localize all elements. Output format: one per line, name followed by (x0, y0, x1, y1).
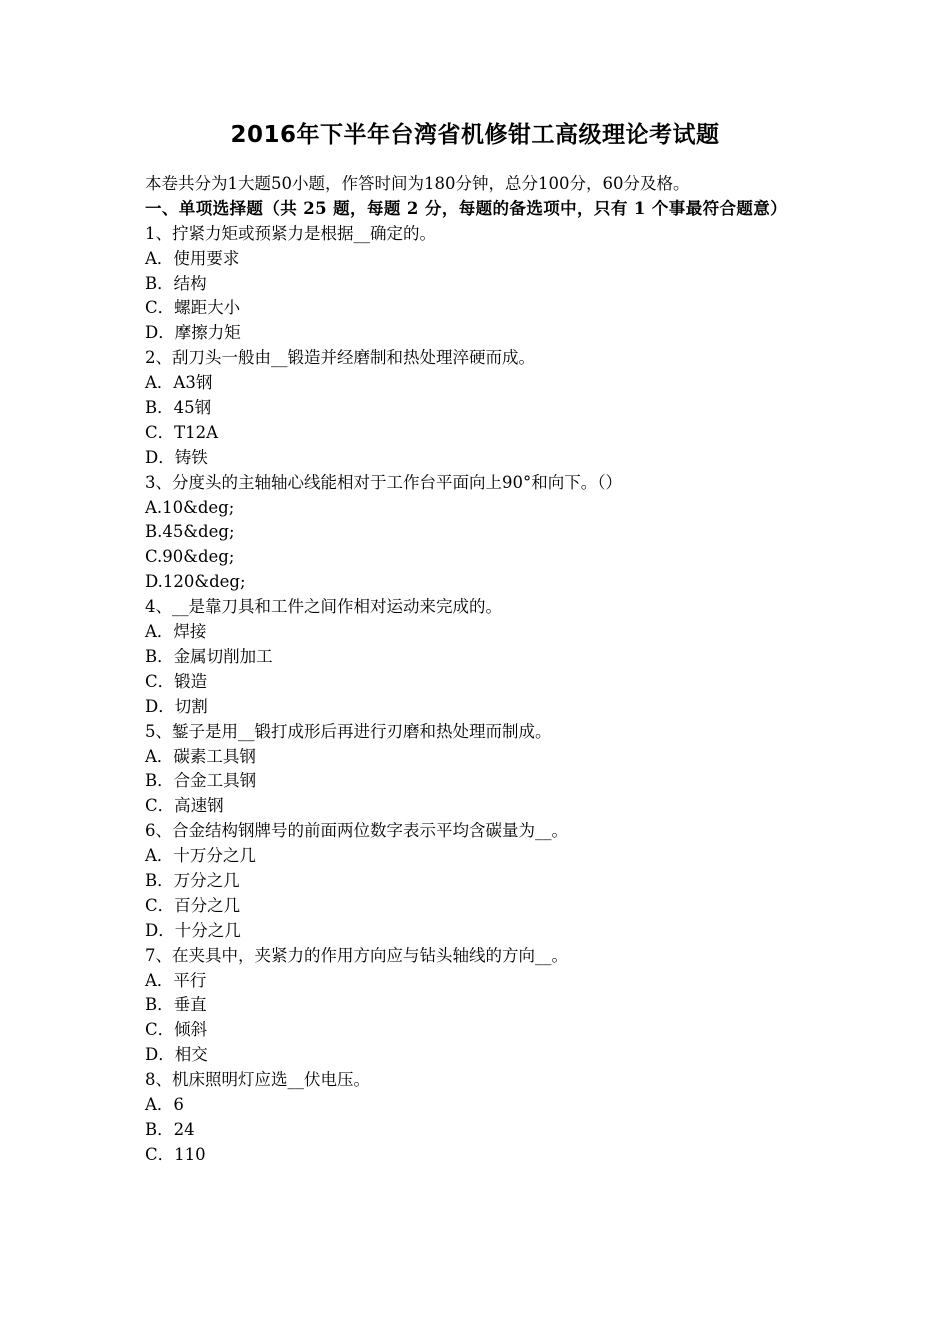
answer-option: B．45钢 (145, 398, 212, 418)
question-stem: 2、刮刀头一般由__锻造并经磨制和热处理淬硬而成。 (145, 348, 535, 368)
answer-option: A．6 (145, 1094, 184, 1114)
answer-option: B．合金工具钢 (145, 771, 257, 791)
section-heading (145, 197, 810, 222)
question-stem: 7、在夹具中，夹紧力的作用方向应与钻头轴线的方向__。 (145, 945, 568, 965)
question-item (145, 944, 810, 1068)
answer-option: C．高速钢 (145, 796, 224, 816)
answer-option: D．铸铁 (145, 447, 208, 467)
question-item (145, 471, 810, 595)
question-item (145, 720, 810, 820)
page-title: 2016年下半年台湾省机修钳工高级理论考试题 (230, 122, 720, 148)
question-item (145, 595, 810, 719)
question-item (145, 346, 810, 470)
question-item (145, 819, 810, 943)
answer-option: C．螺距大小 (145, 298, 241, 318)
answer-option: D．切割 (145, 696, 208, 716)
document-body (145, 172, 810, 1168)
answer-option: A．使用要求 (145, 248, 240, 268)
question-stem: 1、拧紧力矩或预紧力是根据__确定的。 (145, 223, 436, 243)
question-list (145, 222, 810, 1168)
answer-option: D．摩擦力矩 (145, 323, 241, 343)
question-stem: 5、錾子是用__锻打成形后再进行刃磨和热处理而制成。 (145, 721, 552, 741)
answer-option: B．24 (145, 1119, 195, 1139)
answer-option: B．金属切削加工 (145, 646, 273, 666)
answer-option: D．相交 (145, 1045, 208, 1065)
question-stem: 3、分度头的主轴轴心线能相对于工作台平面向上90°和向下。（） (145, 472, 622, 492)
answer-option: C．倾斜 (145, 1020, 208, 1040)
intro-text: 本卷共分为1大题50小题，作答时间为180分钟，总分100分，60分及格。 (145, 174, 690, 193)
answer-option: A．碳素工具钢 (145, 746, 256, 766)
question-stem: 4、__是靠刀具和工件之间作相对运动来完成的。 (145, 597, 502, 617)
answer-option: C．锻造 (145, 671, 208, 691)
answer-option: D．十分之几 (145, 920, 241, 940)
answer-option: A．焊接 (145, 622, 207, 642)
answer-option: C．百分之几 (145, 895, 241, 915)
answer-option: A．A3钢 (145, 373, 213, 393)
answer-option: B．万分之几 (145, 870, 240, 890)
section-heading-text: 一、单项选择题（共 25 题，每题 2 分，每题的备选项中，只有 1 个事最符合题意） (145, 198, 788, 218)
answer-option: D.120&deg; (145, 572, 246, 592)
answer-option: C．110 (145, 1144, 206, 1164)
question-stem: 6、合金结构钢牌号的前面两位数字表示平均含碳量为__。 (145, 821, 568, 841)
answer-option: A.10&deg; (145, 497, 235, 517)
question-item (145, 222, 810, 346)
answer-option: B．垂直 (145, 995, 207, 1015)
question-item (145, 1068, 810, 1168)
question-stem: 8、机床照明灯应选__伏电压。 (145, 1070, 370, 1090)
answer-option: B.45&deg; (145, 522, 235, 542)
answer-option: C.90&deg; (145, 547, 235, 567)
answer-option: A．平行 (145, 970, 207, 990)
answer-option: A．十万分之几 (145, 846, 256, 866)
answer-option: C．T12A (145, 422, 219, 442)
answer-option: B．结构 (145, 273, 207, 293)
